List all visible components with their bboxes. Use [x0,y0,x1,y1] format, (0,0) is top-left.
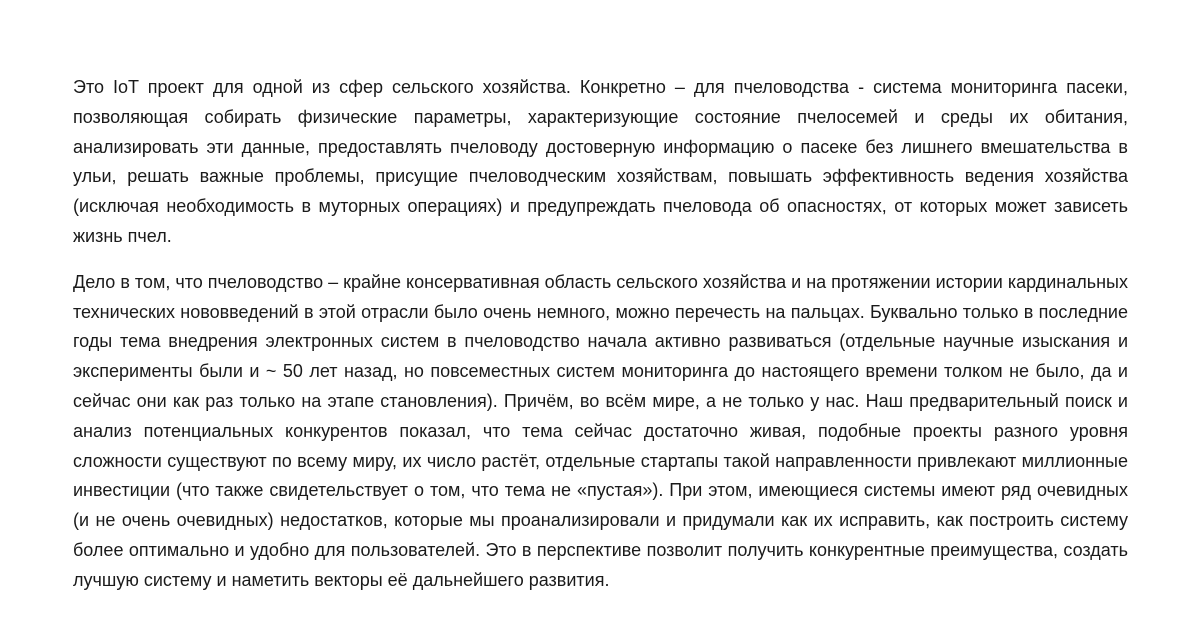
document-body [73,73,1128,596]
paragraph-market-context: Дело в том, что пчеловодство – крайне консервативная область сельского хозяйства и на протяжении истории кардинальных технических нововведений в этой отрасли было очень немного, можно перечесть на пальцах. Буквально только в последние годы тема внедрения электронных систем в пчеловодство начала активно развиваться (отдельные научные изыскания и эксперименты были и ~ 50 лет назад, но повсеместных систем мониторинга до настоящего времени толком не было, да и сейчас они как раз только на этапе становления). Причём, во всём мире, а не только у нас. Наш предварительный поиск и анализ потенциальных конкурентов показал, что тема сейчас достаточно живая, подобные проекты разного уровня сложности существуют по всему миру, их число растёт, отдельные стартапы такой направленности привлекают миллионные инвестиции (что также свидетельствует о том, что тема не «пустая»). При этом, имеющиеся системы имеют ряд очевидных (и не очень очевидных) недостатков, которые мы проанализировали и придумали как их исправить, как построить систему более оптимально и удобно для пользователей. Это в перспективе позволит получить конкурентные преимущества, создать лучшую систему и наметить векторы её дальнейшего развития. [73,271,1128,590]
paragraph-project-intro: Это IoT проект для одной из сфер сельского хозяйства. Конкретно – для пчеловодства - система мониторинга пасеки, позволяющая собирать физические параметры, характеризующие состояние пчелосемей и среды их обитания, анализировать эти данные, предоставлять пчеловоду достоверную информацию о пасеке без лишнего вмешательства в ульи, решать важные проблемы, присущие пчеловодческим хозяйствам, повышать эффективность ведения хозяйства (исключая необходимость в муторных операциях) и предупреждать пчеловода об опасностях, от которых может зависеть жизнь пчел. [73,77,1128,246]
